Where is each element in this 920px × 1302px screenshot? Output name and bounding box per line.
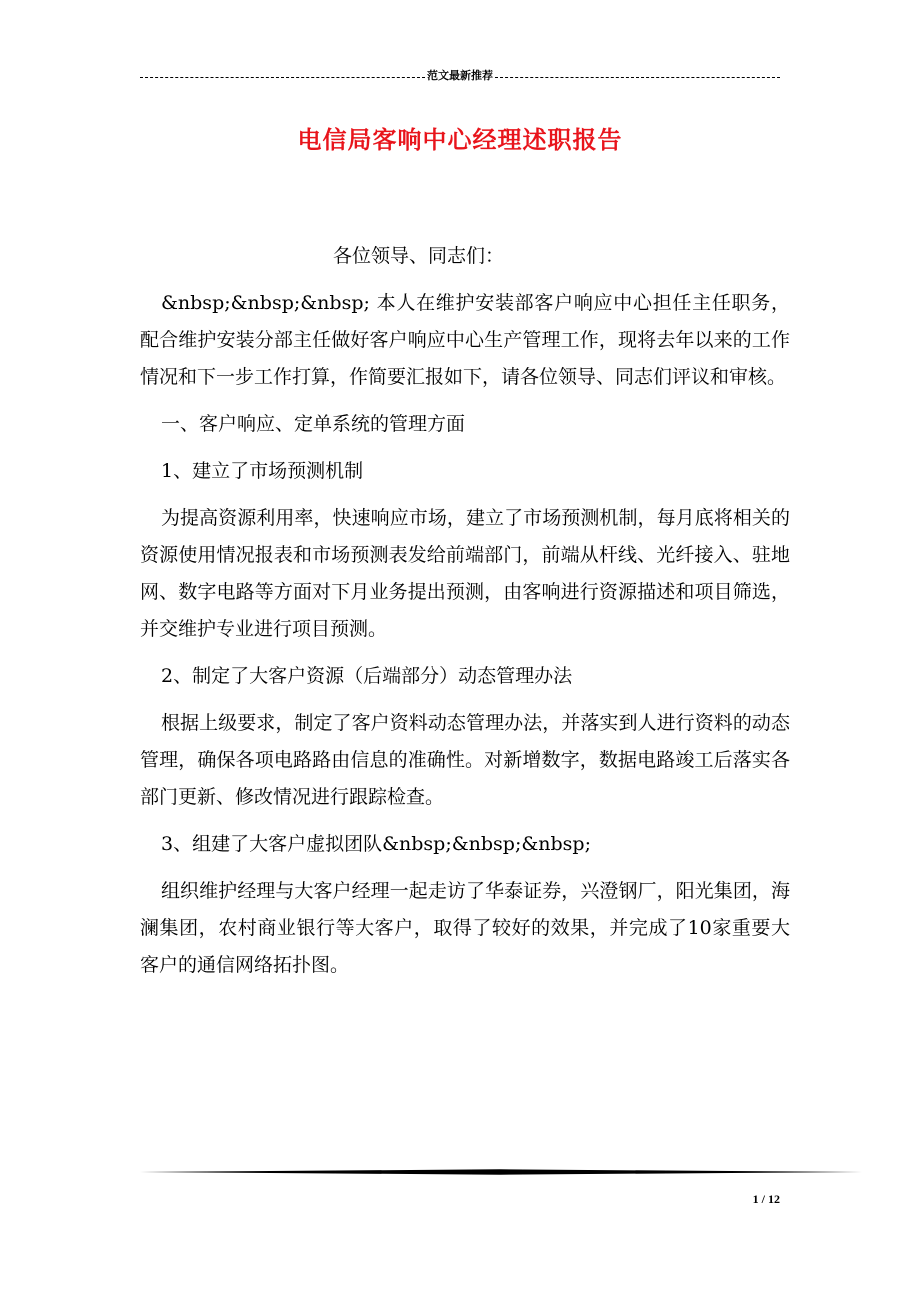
subheading-1: 1、建立了市场预测机制: [161, 460, 364, 482]
paragraph-3: 组织维护经理与大客户经理一起走访了华泰证券，兴澄钢厂，阳光集团，海澜集团，农村商业银行等大客户，取得了较好的效果，并完成了10家重要大客户的通信网络拓扑图。: [140, 880, 790, 976]
paragraph-1: 为提高资源利用率，快速响应市场，建立了市场预测机制，每月底将相关的资源使用情况报表和市场预测表发给前端部门，前端从杆线、光纤接入、驻地网、数字电路等方面对下月业务提出预测，由客响进行资源描述和项目筛选，并交维护专业进行项目预测。: [140, 507, 790, 640]
header-dashes-left: [140, 77, 425, 78]
header-label: 范文最新推荐: [427, 70, 493, 82]
page-header: [140, 68, 780, 84]
header-dashes-right: [495, 77, 780, 78]
subheading-2: 2、制定了大客户资源（后端部分）动态管理办法: [161, 665, 573, 687]
section-heading-1: 一、客户响应、定单系统的管理方面: [161, 413, 466, 435]
footer-rule: [140, 1169, 862, 1175]
paragraph-2: 根据上级要求，制定了客户资料动态管理办法，并落实到人进行资料的动态管理，确保各项电路路由信息的准确性。对新增数字，数据电路竣工后落实各部门更新、修改情况进行跟踪检查。: [140, 712, 790, 808]
salutation: 各位领导、同志们：: [333, 245, 505, 267]
document-title: 电信局客响中心经理述职报告: [297, 125, 623, 154]
paragraph-intro: &nbsp;&nbsp;&nbsp; 本人在维护安装部客户响应中心担任主任职务，配合维护安装分部主任做好客户响应中心生产管理工作，现将去年以来的工作情况和下一步工作打算，作简要汇报如下，请各位领导、同志们评议和审核。: [140, 292, 790, 388]
subheading-3: 3、组建了大客户虚拟团队&nbsp;&nbsp;&nbsp;: [161, 833, 591, 855]
page-number: 1 / 12: [752, 1192, 780, 1206]
document-body: [140, 238, 790, 994]
